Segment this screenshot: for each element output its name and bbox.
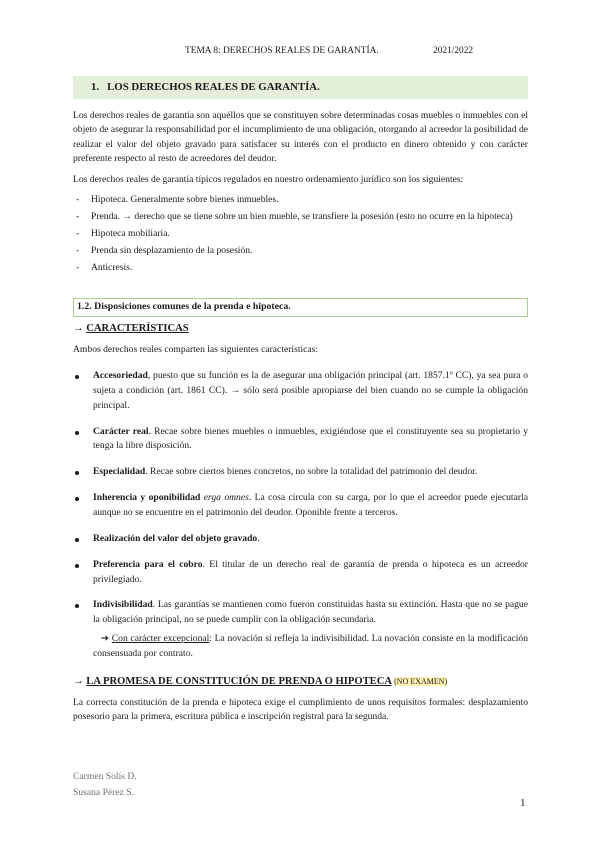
arrow-right-icon: → [73,322,84,334]
bullet-icon [75,375,79,379]
item-term: Accesoriedad [93,369,148,381]
arrow-bold-icon: ➔ [101,633,110,645]
definition-paragraph: Los derechos reales de garantía son aquéllos que se constituyen sobre determinadas cosas muebles o inmuebles con el objeto de asegurar la responsabilidad por el incumplimiento de una obligación, otorgando al acreedor la posibilidad de realizar el valor del objeto gravado para satisfacer su interés con el producto en dinero obtenido y con carácter preferente respecto al resto de acreedores del deudor. [73,110,528,165]
list-item [73,244,528,258]
item-text: . El titular de un derecho real de garantía de prenda o hipoteca es un acreedor privilegiado. [93,558,528,585]
list-item-text: Hipoteca mobiliaria. [91,227,170,239]
item-text: , puesto que su función es la de asegurar una obligación principal (art. 1857.1º CC), ya sea pura o sujeta a condición (art. 1861 CC). → sólo será posible apropiarse del bien cuando no se cumple la obligación principal. [93,369,528,411]
list-item-text: Hipoteca. Generalmente sobre bienes inmuebles. [91,193,279,205]
page-header [0,44,600,58]
document-body [73,76,528,731]
item-text: . Recae sobre ciertos bienes concretos, no sobre la totalidad del patrimonio del deudor. [145,466,478,478]
item-italic: erga omnes [203,492,249,504]
bullet-icon [75,564,79,568]
list-item [73,227,528,241]
characteristics-heading [73,321,528,337]
list-item-text: Prenda sin desplazamiento de la posesión. [91,244,253,256]
promise-title: LA PROMESA DE CONSTITUCIÓN DE PRENDA O HIPOTECA [86,675,392,687]
characteristics-intro: Ambos derechos reales comparten las siguientes características: [73,343,319,355]
header-year: 2021/2022 [433,46,474,56]
list-item [73,598,528,628]
header-topic: TEMA 8: DERECHOS REALES DE GARANTÍA. [185,46,379,56]
dash-marker: - [76,227,80,239]
item-term: Realización del valor del objeto gravado [93,532,258,544]
section-heading [73,76,528,99]
bullet-icon [75,431,79,435]
item-text: . Las garantías se mantienen como fueron constituidas hasta su extinción. Hasta que no se pague la obligación principal, no se puede cumplir con la obligación secundaria. [93,599,528,626]
promise-heading [73,674,528,690]
bullet-icon [75,604,79,608]
author-name: Susana Pérez S. [73,787,135,799]
list-item [73,193,528,207]
characteristics-title: CARACTERÍSTICAS [86,322,189,334]
list-item [73,532,528,547]
subsection-heading: 1.2. Disposiciones comunes de la prenda e hipoteca. [73,298,528,316]
bullet-icon [75,497,79,501]
note-text: : La novación sí refleja la indivisibilidad. La novación consiste en la modificación consensuada por contrato. [93,633,528,659]
list-item [73,210,528,224]
promise-paragraph: La correcta constitución de la prenda e hipoteca exige el cumplimiento de unos requisitos formales: desplazamiento posesorio para la primera, escritura pública e inscripción registral para la segunda. [73,696,528,723]
list-item-text: Anticresis. [91,261,133,273]
list-item [73,491,528,521]
item-term: Especialidad [93,466,146,478]
guarantee-types-list [73,193,528,275]
characteristics-list [73,369,528,628]
author-name: Carmen Solís D. [73,771,137,782]
list-item [73,465,528,480]
list-item-text: Prenda. → derecho que se tiene sobre un bien mueble, se transfiere la posesión (esto no ocurre en la hipoteca) [91,210,513,222]
dash-marker: - [76,261,80,273]
section-number: 1. [91,81,100,93]
exception-note [73,632,528,662]
list-item [73,425,528,455]
list-item [73,558,528,588]
types-intro-paragraph: Los derechos reales de garantía típicos regulados en nuestro ordenamiento jurídico son los siguientes: [73,173,464,185]
item-term: Preferencia para el cobro [93,558,203,570]
list-item [73,369,528,414]
page-number: 1 [520,797,526,809]
page-footer [73,769,137,802]
no-exam-badge: (NO EXAMEN) [394,676,448,686]
dash-marker: - [76,193,80,205]
dash-marker: - [76,244,80,256]
arrow-right-icon: → [73,675,84,687]
note-label: Con carácter excepcional [111,633,210,645]
item-text: . [257,532,260,544]
item-text: . Recae sobre bienes muebles o inmuebles, exigiéndose que el constituyente sea su propietario y tenga la libre disposición. [93,425,528,452]
item-term: Inherencia y oponibilidad [93,492,201,504]
bullet-icon [75,471,79,475]
list-item [73,261,528,275]
item-term: Indivisibilidad [93,599,153,611]
section-title: LOS DERECHOS REALES DE GARANTÍA. [107,81,320,93]
item-text: . La cosa circula con su carga, por lo que el acreedor puede ejecutarla aunque no se encuentre en el patrimonio del deudor. Oponible frente a terceros. [93,492,528,518]
bullet-icon [75,538,79,542]
item-term: Carácter real [93,425,149,437]
dash-marker: - [76,210,80,222]
